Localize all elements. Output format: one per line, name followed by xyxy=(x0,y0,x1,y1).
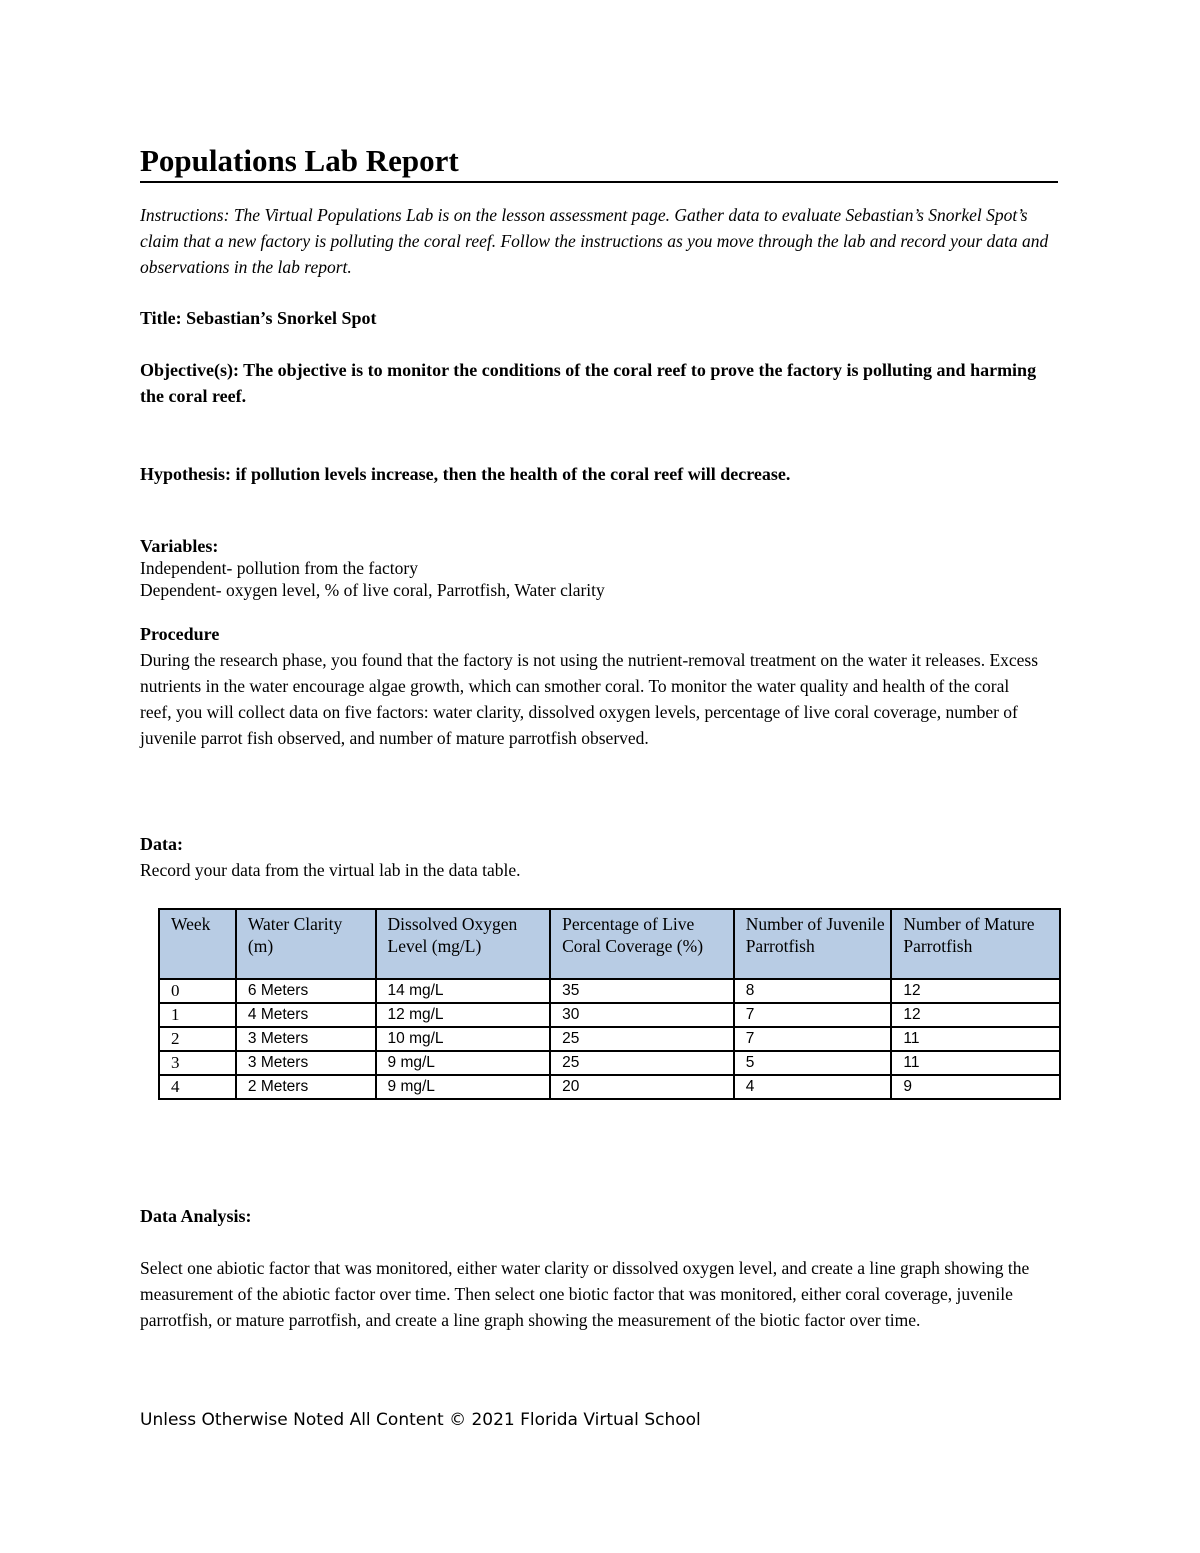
procedure-text: During the research phase, you found that the factory is not using the nutrient-removal treatment on the water it releases. Excess nutrients in the water encourage algae growth, which can smother coral. To monitor the water quality and health of the coral reef, you will collect data on five factors: water clarity, dissolved oxygen levels, percentage of live coral coverage, number of juvenile parrot fish observed, and number of mature parrotfish observed. xyxy=(140,650,1039,748)
cell-juvenile-parrotfish: 5 xyxy=(734,1051,892,1075)
cell-coral-coverage: 20 xyxy=(550,1075,734,1099)
analysis-text: Select one abiotic factor that was monitored, either water clarity or dissolved oxygen level, and create a line graph showing the measurement of the abiotic factor over time. Then select one biotic factor that was monitored, either coral coverage, juvenile parrotfish, or mature parrotfish, and create a line graph showing the measurement of the biotic factor over time. xyxy=(140,1258,1030,1330)
footer-copyright: Unless Otherwise Noted All Content © 2021 Florida Virtual School xyxy=(140,1410,701,1430)
cell-dissolved-oxygen: 9 mg/L xyxy=(376,1075,551,1099)
table-row xyxy=(159,979,1060,1003)
cell-week: 1 xyxy=(159,1003,236,1027)
cell-juvenile-parrotfish: 8 xyxy=(734,979,892,1003)
procedure-heading: Procedure xyxy=(140,624,220,644)
variables-section xyxy=(140,535,1045,601)
header-mature-parrotfish: Number of Mature Parrotfish xyxy=(891,909,1060,979)
table-row xyxy=(159,1003,1060,1027)
data-section xyxy=(140,831,1045,883)
cell-week: 4 xyxy=(159,1075,236,1099)
dependent-variable: Dependent- oxygen level, % of live coral, Parrotfish, Water clarity xyxy=(140,580,605,600)
cell-water-clarity: 3 Meters xyxy=(236,1051,376,1075)
page-title: Populations Lab Report xyxy=(140,142,1058,183)
cell-coral-coverage: 30 xyxy=(550,1003,734,1027)
cell-coral-coverage: 25 xyxy=(550,1027,734,1051)
cell-mature-parrotfish: 9 xyxy=(891,1075,1060,1099)
cell-water-clarity: 3 Meters xyxy=(236,1027,376,1051)
table-row xyxy=(159,1027,1060,1051)
header-coral-coverage: Percentage of Live Coral Coverage (%) xyxy=(550,909,734,979)
cell-water-clarity: 4 Meters xyxy=(236,1003,376,1027)
analysis-section xyxy=(140,1203,1045,1333)
cell-water-clarity: 6 Meters xyxy=(236,979,376,1003)
objective: Objective(s): The objective is to monitor the conditions of the coral reef to prove the factory is polluting and harming the coral reef. xyxy=(140,360,1037,406)
hypothesis: Hypothesis: if pollution levels increase, then the health of the coral reef will decrease. xyxy=(140,464,791,484)
table-row xyxy=(159,1075,1060,1099)
cell-dissolved-oxygen: 10 mg/L xyxy=(376,1027,551,1051)
header-week: Week xyxy=(159,909,236,979)
data-heading: Data: xyxy=(140,834,183,854)
cell-mature-parrotfish: 12 xyxy=(891,979,1060,1003)
cell-coral-coverage: 35 xyxy=(550,979,734,1003)
cell-mature-parrotfish: 11 xyxy=(891,1027,1060,1051)
cell-juvenile-parrotfish: 7 xyxy=(734,1027,892,1051)
procedure-section xyxy=(140,621,1045,751)
cell-week: 0 xyxy=(159,979,236,1003)
cell-coral-coverage: 25 xyxy=(550,1051,734,1075)
data-table xyxy=(158,908,1061,1100)
analysis-heading: Data Analysis: xyxy=(140,1206,252,1226)
table-header-row xyxy=(159,909,1060,979)
header-water-clarity: Water Clarity (m) xyxy=(236,909,376,979)
instructions-text: Instructions: The Virtual Populations Lab is on the lesson assessment page. Gather data to evaluate Sebastian’s Snorkel Spot’s claim that a new factory is polluting the coral reef. Follow the instructions as you move through the lab and record your data and observations in the lab report. xyxy=(140,205,1049,277)
cell-mature-parrotfish: 12 xyxy=(891,1003,1060,1027)
lab-title: Title: Sebastian’s Snorkel Spot xyxy=(140,308,377,328)
cell-water-clarity: 2 Meters xyxy=(236,1075,376,1099)
variables-heading: Variables: xyxy=(140,536,219,556)
cell-mature-parrotfish: 11 xyxy=(891,1051,1060,1075)
cell-dissolved-oxygen: 12 mg/L xyxy=(376,1003,551,1027)
table-row xyxy=(159,1051,1060,1075)
cell-dissolved-oxygen: 14 mg/L xyxy=(376,979,551,1003)
independent-variable: Independent- pollution from the factory xyxy=(140,558,418,578)
data-instructions: Record your data from the virtual lab in the data table. xyxy=(140,860,521,880)
cell-dissolved-oxygen: 9 mg/L xyxy=(376,1051,551,1075)
cell-week: 2 xyxy=(159,1027,236,1051)
cell-juvenile-parrotfish: 7 xyxy=(734,1003,892,1027)
cell-week: 3 xyxy=(159,1051,236,1075)
cell-juvenile-parrotfish: 4 xyxy=(734,1075,892,1099)
header-dissolved-oxygen: Dissolved Oxygen Level (mg/L) xyxy=(376,909,551,979)
header-juvenile-parrotfish: Number of Juvenile Parrotfish xyxy=(734,909,892,979)
